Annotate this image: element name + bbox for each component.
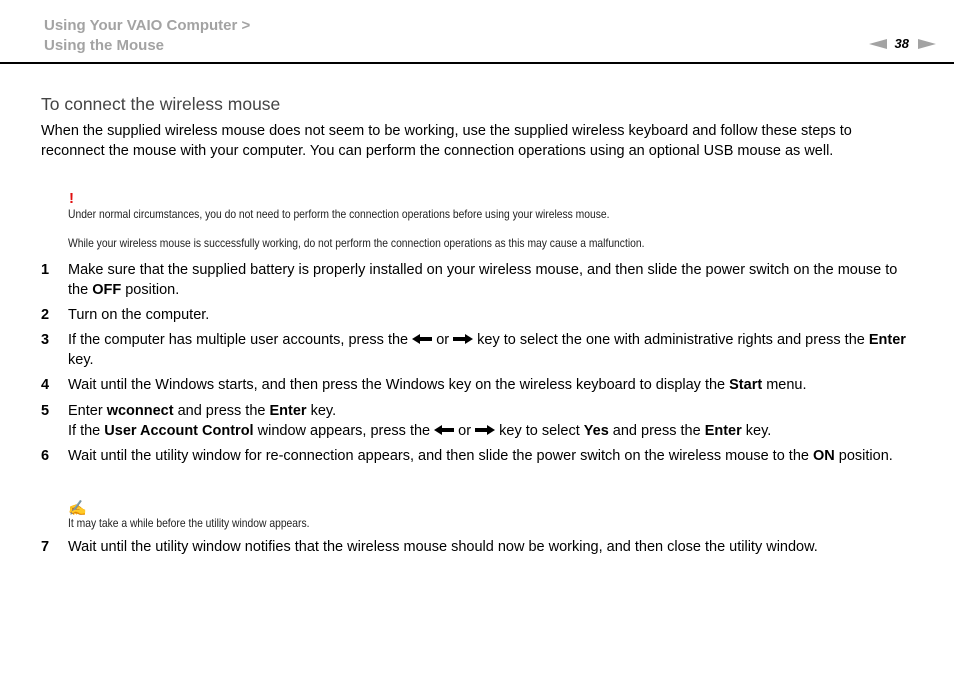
- header-divider: [0, 62, 954, 64]
- previous-page-arrow-icon[interactable]: [869, 39, 887, 49]
- page-navigation: [869, 36, 936, 52]
- step-number: 6: [41, 448, 50, 464]
- step-7: [41, 538, 913, 558]
- breadcrumb-page: Using the Mouse: [44, 36, 165, 54]
- step-text: Wait until the utility window notifies that the wireless mouse should now be working, and then close the utility window.: [68, 539, 818, 555]
- step-number: 2: [41, 307, 50, 323]
- step-number: 7: [41, 539, 50, 555]
- note-pen-icon: ✍: [68, 500, 87, 517]
- step-number: 1: [41, 262, 50, 278]
- step-text: Wait until the utility window for re-connection appears, and then slide the power switch on the wireless mouse to the ON position.: [68, 448, 893, 464]
- left-arrow-key-icon: [434, 425, 454, 435]
- left-arrow-key-icon: [412, 334, 432, 344]
- caution-text-2: While your wireless mouse is successfully working, do not perform the connection operations as this may cause a malfunction.: [68, 236, 645, 250]
- caution-icon: !: [69, 190, 74, 207]
- step-text: Make sure that the supplied battery is properly installed on your wireless mouse, and then slide the power switch on the mouse to the OFF position.: [68, 262, 898, 298]
- section-title: To connect the wireless mouse: [41, 94, 281, 114]
- step-text: Wait until the Windows starts, and then press the Windows key on the wireless keyboard to display the Start menu.: [68, 377, 807, 393]
- step-number: 3: [41, 332, 50, 348]
- right-arrow-key-icon: [453, 334, 473, 344]
- step-3: [41, 331, 913, 370]
- breadcrumb: [44, 16, 250, 55]
- breadcrumb-section: Using Your VAIO Computer >: [44, 17, 251, 34]
- step-text: If the computer has multiple user accounts, press the or key to select the one with administrative rights and press the Enter key.: [68, 332, 906, 368]
- step-2: [41, 306, 913, 326]
- step-number: 4: [41, 377, 50, 393]
- step-5: [41, 402, 913, 441]
- step-1: [41, 261, 913, 300]
- intro-paragraph: When the supplied wireless mouse does not seem to be working, use the supplied wireless keyboard and follow these steps to reconnect the mouse with your computer. You can perform the connection operations using an optional USB mouse as well.: [41, 123, 852, 159]
- step-text: Turn on the computer.: [68, 307, 210, 323]
- right-arrow-key-icon: [475, 425, 495, 435]
- step-text: Enter wconnect and press the Enter key. If the User Account Control window appears, press the or key to select Yes and press the Enter key.: [68, 403, 772, 439]
- caution-text-1: Under normal circumstances, you do not need to perform the connection operations before using your wireless mouse.: [68, 207, 610, 221]
- step-4: [41, 376, 913, 396]
- note-text: It may take a while before the utility window appears.: [68, 516, 310, 530]
- page-number: 38: [894, 36, 909, 51]
- step-number: 5: [41, 403, 50, 419]
- step-6: [41, 447, 913, 467]
- next-page-arrow-icon[interactable]: [918, 39, 936, 49]
